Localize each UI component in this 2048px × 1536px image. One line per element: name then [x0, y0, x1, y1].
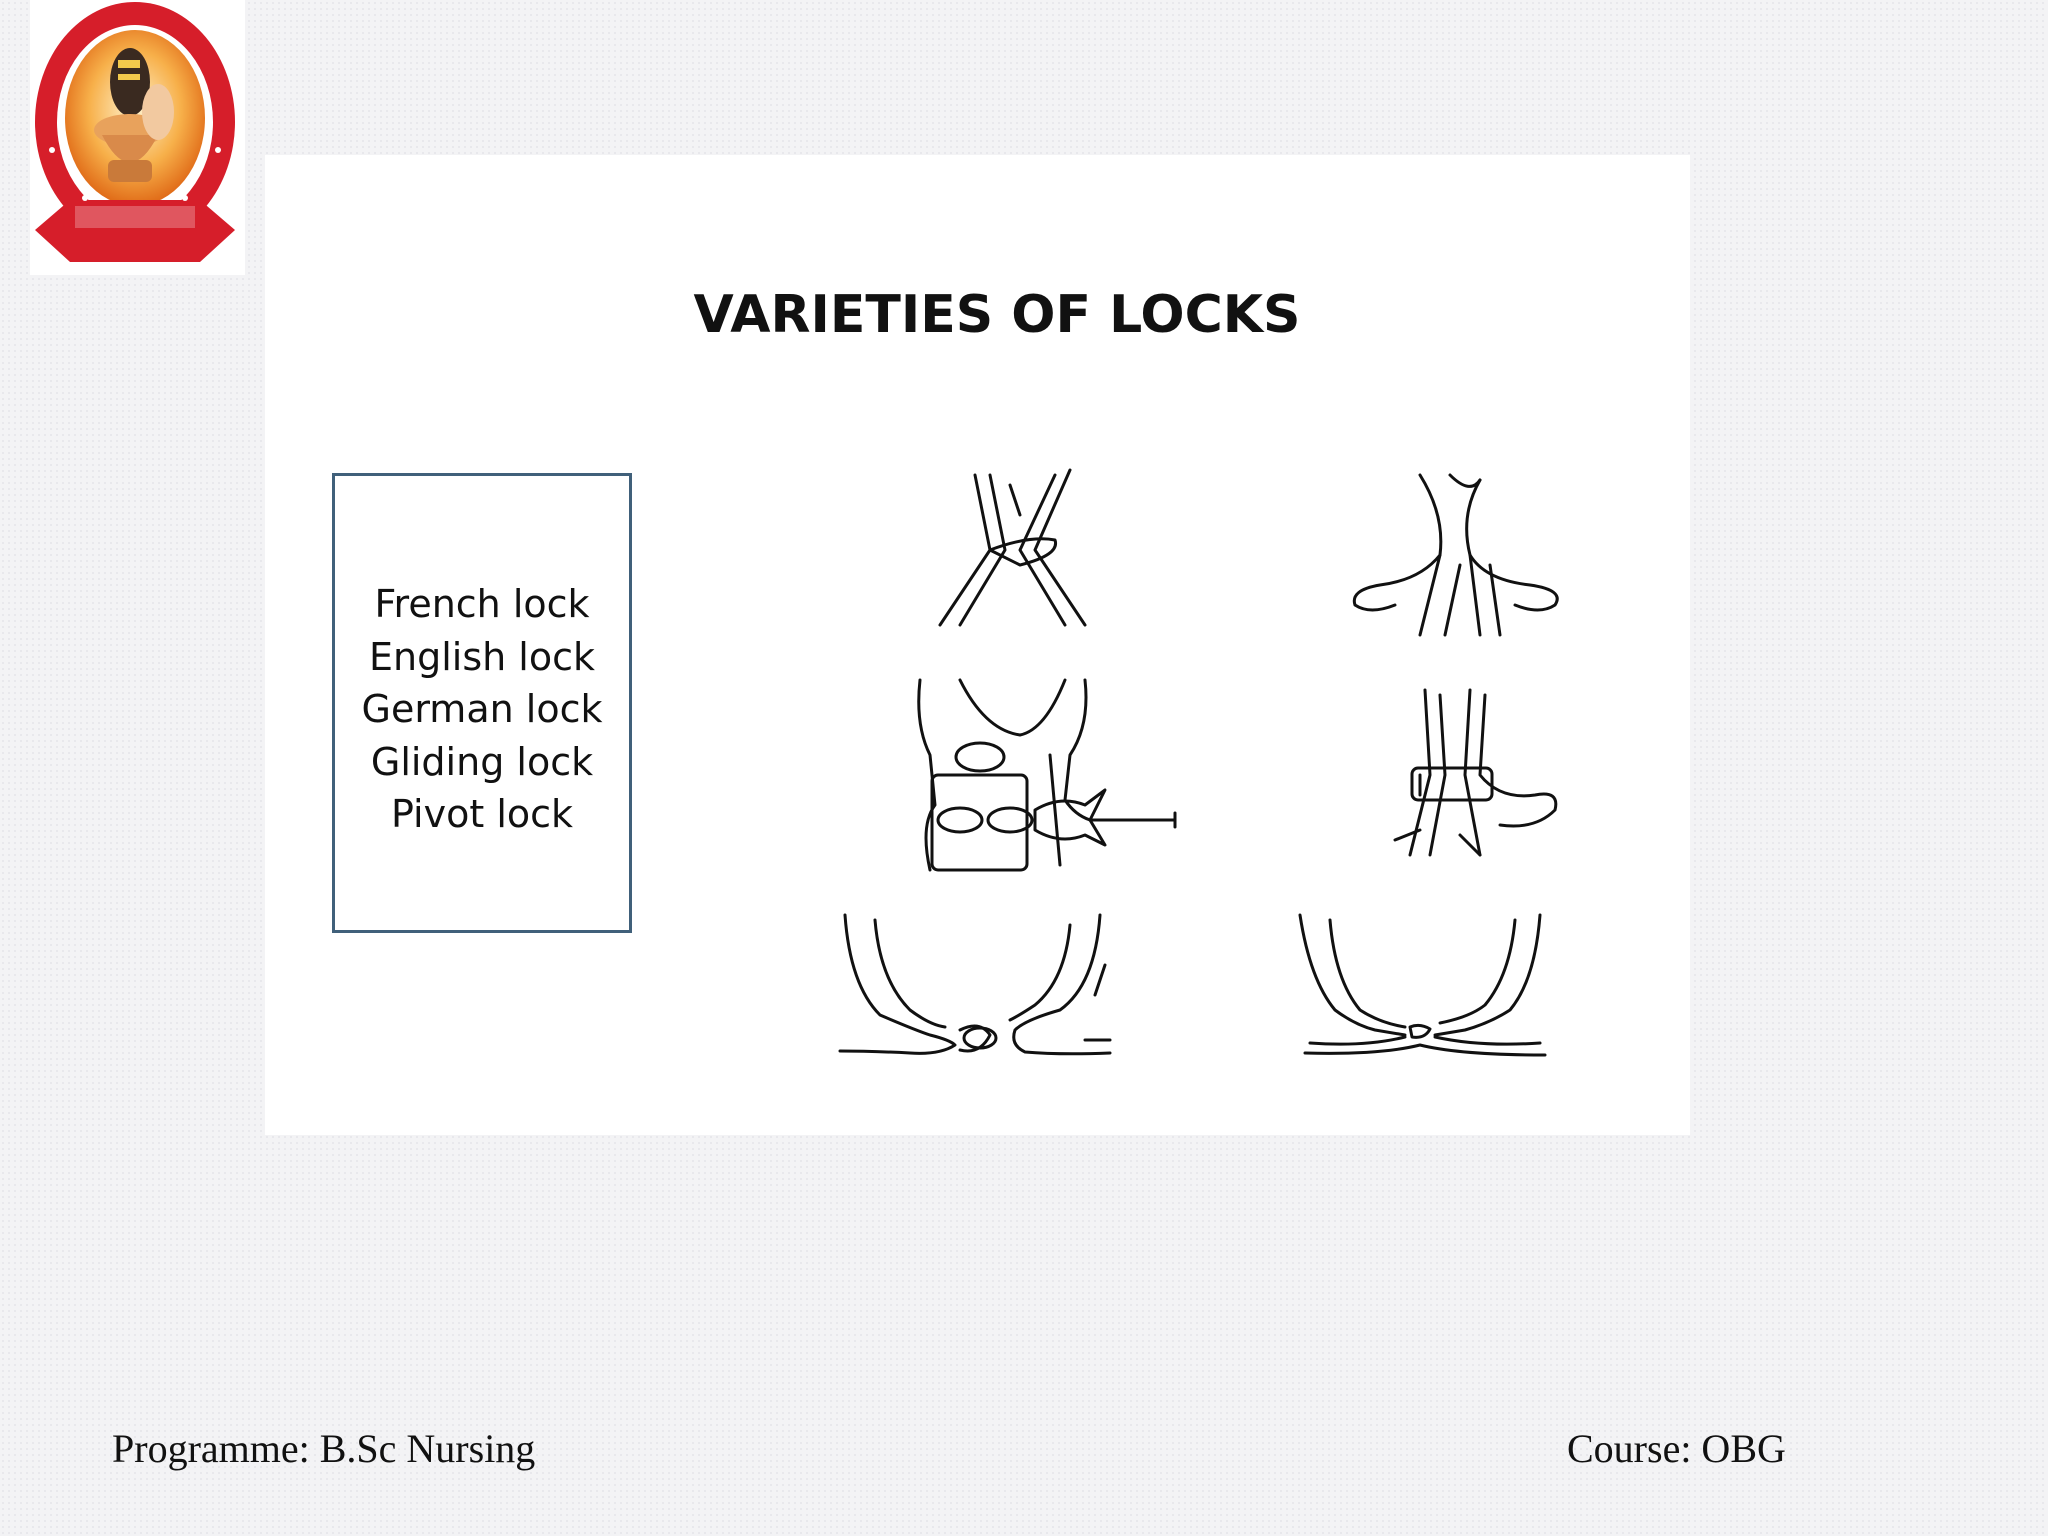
german-lock-drawing — [919, 680, 1175, 870]
french-lock-drawing — [940, 470, 1085, 625]
lock-type-item: English lock — [369, 634, 595, 679]
lock-type-item: German lock — [361, 687, 603, 731]
lock-type-item: Gliding lock — [370, 739, 594, 784]
english-lock-drawing — [1354, 475, 1557, 635]
course-label: Course: OBG — [1567, 1426, 1786, 1471]
lock-diagrams — [820, 455, 1620, 1075]
slide-title-text: VARIETIES OF LOCKS — [693, 285, 1301, 345]
programme-label: Programme: B.Sc Nursing — [112, 1426, 536, 1471]
university-logo — [30, 0, 245, 275]
gliding-lock-drawing — [1395, 690, 1556, 855]
lock-type-item: Pivot lock — [390, 792, 574, 836]
lock-type-item: French lock — [374, 582, 590, 626]
slide-title — [0, 285, 2048, 345]
logo-emblem-icon — [30, 0, 245, 275]
pivot-lock-drawing-right — [1300, 915, 1545, 1055]
lock-types-box — [332, 473, 632, 933]
lock-types-list — [335, 578, 629, 841]
pivot-lock-drawing-left — [840, 915, 1110, 1054]
